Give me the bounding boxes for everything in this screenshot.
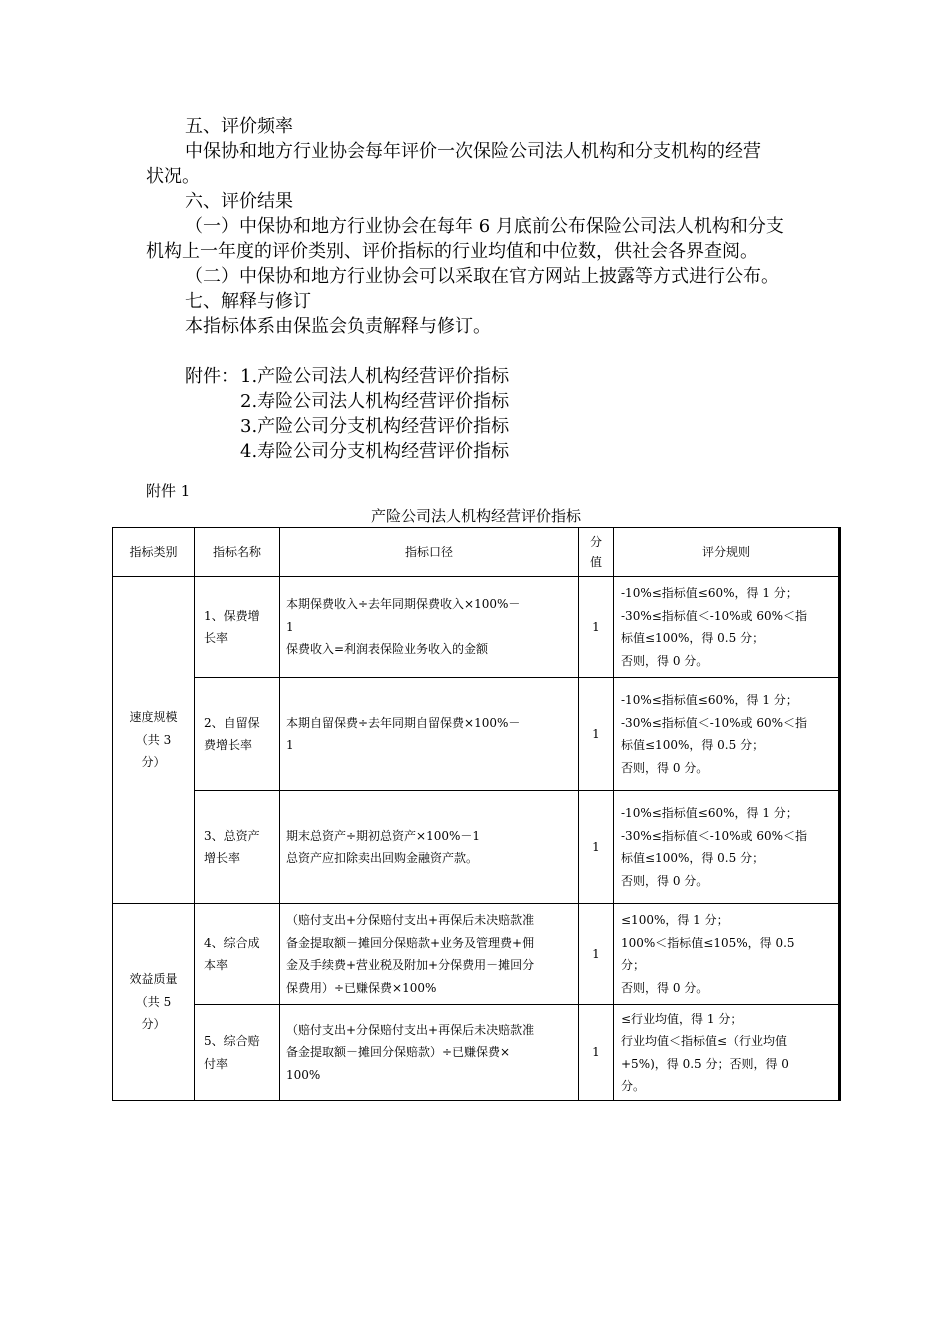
table-header-row	[113, 528, 840, 577]
indicator-score: 1	[579, 904, 614, 1005]
header-score-line-2: 值	[589, 555, 602, 569]
header-category: 指标类别	[113, 528, 195, 577]
header-name: 指标名称	[195, 528, 280, 577]
table-row	[113, 791, 840, 904]
scoring-rule: ≤行业均值，得 1 分； 行业均值＜指标值≤（行业均值 +5%)，得 0.5 分；否则，得 0 分。	[614, 1005, 840, 1101]
section-6-para-1-line-2: 机构上一年度的评价类别、评价指标的行业均值和中位数，供社会各界查阅。	[146, 241, 758, 262]
table-row	[113, 577, 840, 678]
scoring-rule: -10%≤指标值≤60%，得 1 分； -30%≤指标值＜-10%或 60%＜指 标值≤100%，得 0.5 分； 否则，得 0 分。	[614, 791, 840, 904]
indicator-name: 4、综合成 本率	[195, 904, 280, 1005]
indicator-score: 1	[579, 678, 614, 791]
annex-label: 附件 1	[146, 482, 191, 500]
table-title: 产险公司法人机构经营评价指标	[370, 507, 581, 525]
indicator-name: 3、总资产 增长率	[195, 791, 280, 904]
indicator-score: 1	[579, 577, 614, 678]
indicator-score: 1	[579, 1005, 614, 1101]
table-row	[113, 1005, 840, 1101]
indicator-score: 1	[579, 791, 614, 904]
section-5-title: 五、评价频率	[185, 116, 293, 137]
section-7-title: 七、解释与修订	[185, 291, 311, 312]
section-7-text: 本指标体系由保监会负责解释与修订。	[185, 316, 491, 337]
table-row	[113, 904, 840, 1005]
attachment-item-2: 2.寿险公司法人机构经营评价指标	[240, 391, 510, 412]
header-rule: 评分规则	[614, 528, 840, 577]
scoring-rule: -10%≤指标值≤60%，得 1 分； -30%≤指标值＜-10%或 60%＜指 标值≤100%，得 0.5 分； 否则，得 0 分。	[614, 577, 840, 678]
indicator-definition: 期末总资产÷期初总资产×100%－1 总资产应扣除卖出回购金融资产款。	[280, 791, 579, 904]
section-5-text-line-2: 状况。	[146, 166, 200, 187]
section-6-para-2: （二）中保协和地方行业协会可以采取在官方网站上披露等方式进行公布。	[185, 266, 779, 287]
evaluation-table	[112, 527, 841, 1101]
attachment-item-3: 3.产险公司分支机构经营评价指标	[240, 416, 510, 437]
attachment-item-1: 1.产险公司法人机构经营评价指标	[240, 366, 510, 387]
indicator-name: 2、自留保 费增长率	[195, 678, 280, 791]
section-5-text-line-1: 中保协和地方行业协会每年评价一次保险公司法人机构和分支机构的经营	[185, 141, 761, 162]
category-speed-scale: 速度规模 （共 3 分）	[113, 577, 195, 904]
indicator-definition: （赔付支出+分保赔付支出+再保后未决赔款准 备金提取额－摊回分保赔款+业务及管理费+佣 金及手续费+营业税及附加+分保费用－摊回分 保费用）÷已赚保费×100%	[280, 904, 579, 1005]
section-6-title: 六、评价结果	[185, 191, 293, 212]
category-efficiency-quality: 效益质量 （共 5 分）	[113, 904, 195, 1101]
header-score-line-1: 分	[589, 535, 602, 549]
attachment-item-4: 4.寿险公司分支机构经营评价指标	[240, 441, 510, 462]
table-row	[113, 678, 840, 791]
scoring-rule: -10%≤指标值≤60%，得 1 分； -30%≤指标值＜-10%或 60%＜指 标值≤100%，得 0.5 分； 否则，得 0 分。	[614, 678, 840, 791]
indicator-definition: 本期自留保费÷去年同期自留保费×100%－ 1	[280, 678, 579, 791]
indicator-name: 5、综合赔 付率	[195, 1005, 280, 1101]
header-definition: 指标口径	[280, 528, 579, 577]
indicator-name: 1、保费增 长率	[195, 577, 280, 678]
scoring-rule: ≤100%，得 1 分； 100%＜指标值≤105%，得 0.5 分； 否则，得 0 分。	[614, 904, 840, 1005]
attachments-label: 附件：	[185, 366, 239, 387]
indicator-definition: （赔付支出+分保赔付支出+再保后未决赔款准 备金提取额－摊回分保赔款）÷已赚保费× 100%	[280, 1005, 579, 1101]
header-score	[579, 528, 614, 577]
section-6-para-1-line-1: （一）中保协和地方行业协会在每年 6 月底前公布保险公司法人机构和分支	[185, 216, 784, 237]
indicator-definition: 本期保费收入÷去年同期保费收入×100%－ 1 保费收入=利润表保险业务收入的金额	[280, 577, 579, 678]
